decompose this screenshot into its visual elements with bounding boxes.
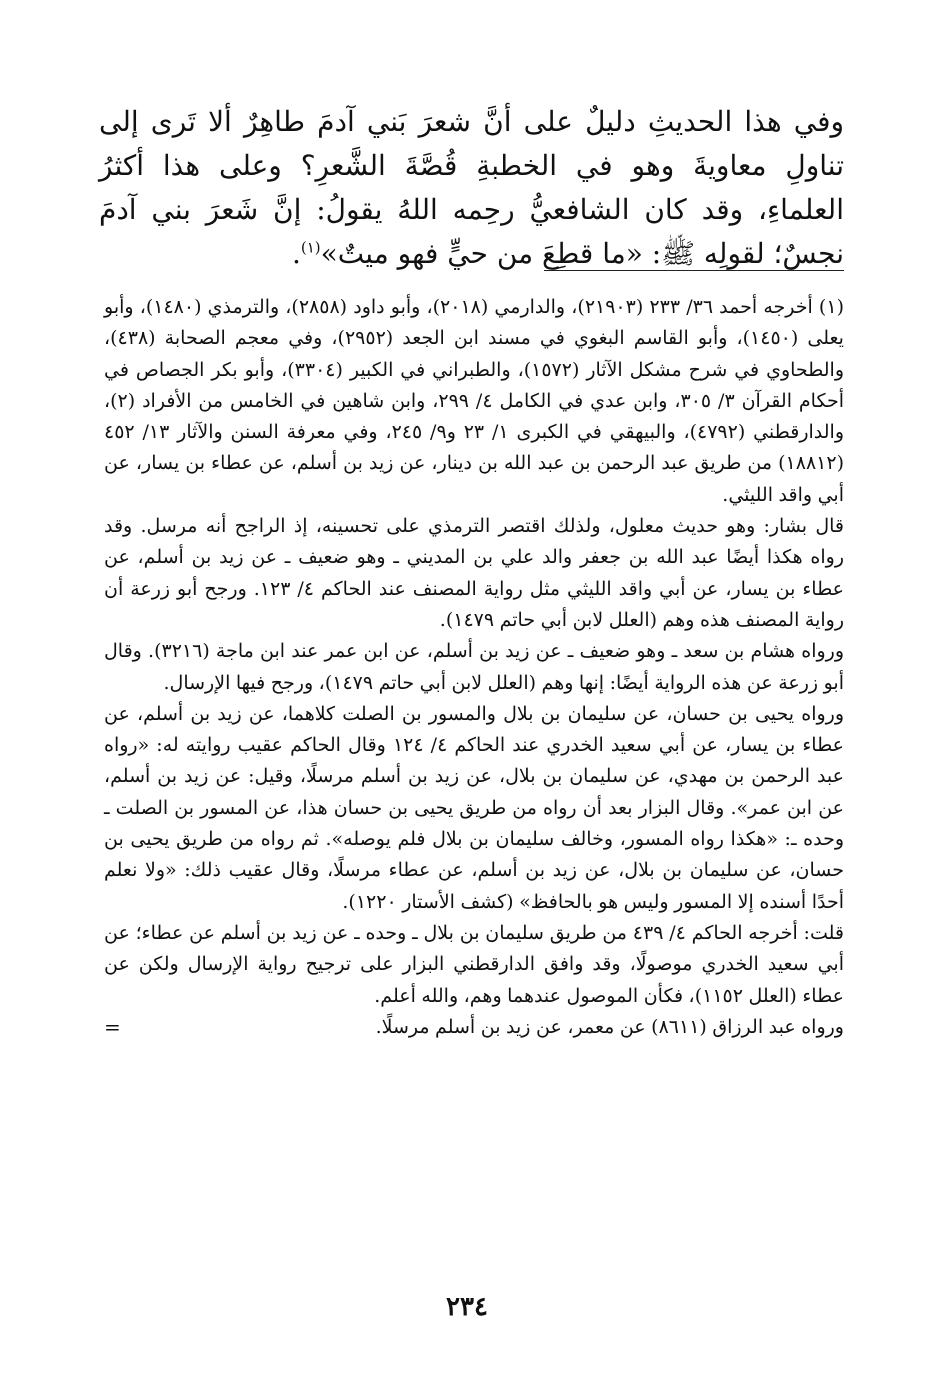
footnote-paragraph: ورواه يحيى بن حسان، عن سليمان بن بلال والمسور بن الصلت كلاهما، عن زيد بن أسلم، عن عطاء بن يسار، عن أبي سعيد الخدري عند الحاكم ٤/ ١٢٤ وقال الحاكم عقيب روايته له: «رواه عبد الرحمن بن مهدي، عن سليمان بن بلال، عن زيد بن أسلم مرسلًا، وقيل: عن زيد بن أسلم، عن ابن عمر». وقال البزار بعد أن رواه من طريق يحيى بن حسان هذا، عن المسور بن الصلت ـ وحده ـ: «هكذا رواه المسور، وخالف سليمان بن بلال فلم يوصله». ثم رواه من طريق يحيى بن حسان، عن سليمان بن بلال، عن زيد بن أسلم، عن عطاء مرسلًا، وقال عقيب ذلك: «ولا نعلم أحدًا أسنده إلا المسور وليس هو بالحافظ» (كشف الأستار ١٢٢٠). [104, 702, 844, 913]
footnote-separator-line [544, 270, 844, 271]
footnote-paragraph: قال بشار: وهو حديث معلول، ولذلك اقتصر الترمذي على تحسينه، إذ الراجح أنه مرسل. وقد رواه هكذا أيضًا عبد الله بن جعفر والد علي بن المديني ـ وهو ضعيف ـ عن زيد بن أسلم، عن عطاء بن يسار، عن أبي واقد الليثي مثل رواية المصنف عند الحاكم ٤/ ١٢٣. ورجح أبو زرعة أن رواية المصنف هذه وهم (العلل لابن أبي حاتم ١٤٧٩). [104, 515, 844, 631]
main-text-block [99, 100, 844, 276]
footnote-paragraph: (١) أخرجه أحمد ٣٦/ ٢٣٣ (٢١٩٠٣)، والدارمي (٢٠١٨)، وأبو داود (٢٨٥٨)، والترمذي (١٤٨٠)، وأبو يعلى (١٤٥٠)، وأبو القاسم البغوي في مسند ابن الجعد (٢٩٥٢)، وفي معجم الصحابة (٤٣٨)، والطحاوي في شرح مشكل الآثار (١٥٧٢)، والطبراني في الكبير (٣٣٠٤)، وأبو بكر الجصاص في أحكام القرآن ٣/ ٣٠٥، وابن عدي في الكامل ٤/ ٢٩٩، وابن شاهين في الخامس من الأفراد (٢)، والدارقطني (٤٧٩٢)، والبيهقي في الكبرى ١/ ٢٣ و٩/ ٢٤٥، وفي معرفة السنن والآثار ١٣/ ٤٥٢ (١٨٨١٢) من طريق عبد الرحمن بن عبد الله بن دينار، عن زيد بن أسلم، عن عطاء بن يسار، عن أبي واقد الليثي. [104, 296, 845, 506]
main-paragraph-text: وفي هذا الحديثِ دليلٌ على أنَّ شعرَ بَني آدمَ طاهِرٌ ألا تَرى إلى تناولِ معاويةَ وهو في الخطبةِ قُصَّةَ الشَّعرِ؟ وعلى هذا أكثرُ العلماءِ، وقد كان الشافعيُّ رحِمه اللهُ يقولُ: إنَّ شَعرَ بني آدمَ نجسٌ؛ لقولِه ﷺ: «ما قطِعَ من حيٍّ فهو ميتٌ» [99, 105, 844, 270]
footnote-paragraph: ورواه هشام بن سعد ـ وهو ضعيف ـ عن زيد بن أسلم، عن ابن عمر عند ابن ماجة (٣٢١٦). وقال أبو زرعة عن هذه الرواية أيضًا: إنها وهم (العلل لابن أبي حاتم ١٤٧٩)، ورجح فيها الإرسال. [104, 640, 845, 694]
main-paragraph-end: . [291, 237, 301, 270]
footnote-paragraph: قلت: أخرجه الحاكم ٤/ ٤٣٩ من طريق سليمان بن بلال ـ وحده ـ عن زيد بن أسلم عن عطاء؛ عن أبي سعيد الخدري موصولًا، وقد وافق الدارقطني البزار على ترجيح رواية الإرسال ولكن عن عطاء (العلل ١١٥٢)، فكأن الموصول عندهما وهم، والله أعلم. [104, 921, 844, 1007]
page-number: ٢٣٤ [446, 1292, 488, 1322]
footnotes-block [104, 292, 844, 1043]
main-paragraph [99, 100, 844, 276]
footnote-last-line-text: ورواه عبد الرزاق (٨٦١١) عن معمر، عن زيد بن أسلم مرسلًا. [375, 1015, 844, 1038]
continuation-mark: = [104, 1014, 121, 1039]
footnote-last-line [104, 1012, 844, 1043]
footnote-reference[interactable]: (١) [300, 238, 321, 257]
